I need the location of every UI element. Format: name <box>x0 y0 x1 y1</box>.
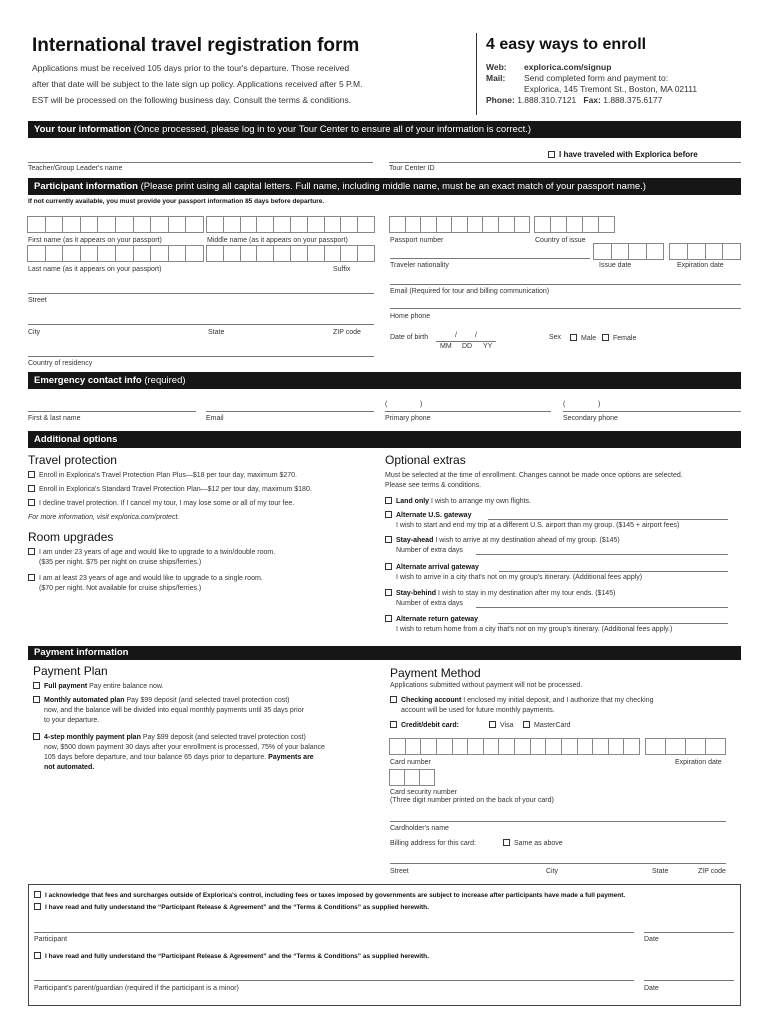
option-title: Stay-behind <box>396 590 437 597</box>
payment-bar <box>28 646 741 660</box>
tp-more-info: For more information, visit explorica.com/protect. <box>28 514 180 521</box>
dob-slash: / <box>475 332 477 339</box>
option-text: I wish to arrive in a city that's not on my group's itinerary. (Additional fees apply) <box>396 574 643 581</box>
option-title: Credit/debit card: <box>401 722 459 729</box>
option-text: account will be used for future monthly payments. <box>401 707 555 714</box>
dob-slash: / <box>455 332 457 339</box>
option-text: Pay $99 deposit (and selected travel protection cost) <box>142 734 306 741</box>
room-upgrades-title: Room upgrades <box>28 530 114 544</box>
read-text: I have read and fully understand the “Participant Release & Agreement” and the “Terms & Conditions” as supplied herewith. <box>45 953 429 960</box>
note-line: Must be selected at the time of enrollment. Changes cannot be made once options are selected. <box>385 472 683 479</box>
tour-info-bar <box>28 121 741 138</box>
participant-label: Participant <box>34 936 68 943</box>
option-title: Alternate U.S. gateway <box>396 512 472 519</box>
bar-note: (required) <box>144 375 186 386</box>
visa-checkbox[interactable] <box>489 721 514 731</box>
dob-yy: YY <box>483 343 493 350</box>
option-title: Alternate return gateway <box>396 616 479 623</box>
web-label: Web: <box>486 62 507 72</box>
guardian-signature-field[interactable] <box>34 980 634 981</box>
checkbox-icon <box>385 497 392 504</box>
option-title: Full payment <box>44 683 88 690</box>
option-note: Number of extra days <box>396 547 463 554</box>
bar-title: Your tour information <box>34 124 131 135</box>
male-label: Male <box>581 335 597 342</box>
alt-arrival-field[interactable] <box>499 571 728 572</box>
checkbox-icon <box>28 574 35 581</box>
option-title: Alternate arrival gateway <box>396 564 479 571</box>
checkbox-icon <box>33 682 40 689</box>
checkbox-icon <box>28 485 35 492</box>
female-checkbox[interactable] <box>602 334 636 342</box>
room-single-option[interactable] <box>28 574 263 594</box>
checking-option[interactable] <box>390 696 654 716</box>
payment-plan-title: Payment Plan <box>33 664 108 678</box>
exp-date-cells[interactable] <box>670 243 741 260</box>
passport-note: If not currently available, you must provide your passport information 85 days before departure. <box>28 198 325 205</box>
bar-note: (Once processed, please log in to your Tour Center to ensure all of your information is correct.) <box>133 124 532 135</box>
option-bold: not automated. <box>44 764 95 771</box>
emergency-bar <box>28 372 741 389</box>
paren: ( <box>385 401 388 408</box>
option-text: Enroll in Explorica's Standard Travel Protection Plan—$12 per tour day, maximum $180. <box>39 486 312 493</box>
checkbox-icon <box>390 696 397 703</box>
checkbox-icon <box>34 891 41 898</box>
checkbox-icon <box>523 721 530 728</box>
credit-option[interactable] <box>390 721 459 731</box>
mail-line: Send completed form and payment to: <box>524 73 669 83</box>
intro-line: after that date will be subject to the late sign up policy. Applications received after 5 P.M. <box>32 79 363 89</box>
security-note: (Three digit number printed on the back of your card) <box>390 797 554 804</box>
full-payment-option[interactable] <box>33 682 163 692</box>
alt-return-field[interactable] <box>498 623 728 624</box>
tour-id-label: Tour Center ID <box>389 165 435 172</box>
paren: ) <box>420 401 423 408</box>
contact-email-label: Email <box>206 415 224 422</box>
option-note: ($35 per night. $75 per night on cruise ships/ferries.) <box>39 559 202 566</box>
tour-id-field[interactable] <box>389 162 741 163</box>
guardian-date-field[interactable] <box>644 980 734 981</box>
email-label: Email (Required for tour and billing communication) <box>390 288 550 295</box>
guardian-label: Participant's parent/guardian (required if the participant is a minor) <box>34 985 239 992</box>
contact-email-field[interactable] <box>206 411 374 412</box>
stay-behind-option[interactable] <box>385 589 615 609</box>
intro-text <box>32 60 362 108</box>
last-name-label: Last name (as it appears on your passport) <box>28 266 162 273</box>
leader-field[interactable] <box>28 162 373 163</box>
optional-extras-title: Optional extras <box>385 453 466 467</box>
enroll-title: 4 easy ways to enroll <box>486 36 647 53</box>
paren: ) <box>598 401 601 408</box>
alt-us-field[interactable] <box>488 519 728 520</box>
option-title: Stay-ahead <box>396 537 434 544</box>
read-text: I have read and fully understand the “Participant Release & Agreement” and the “Terms & Conditions” as supplied herewith. <box>45 904 429 911</box>
option-text: I am at least 23 years of age and would like to upgrade to a single room. <box>39 575 263 582</box>
country-issue-label: Country of issue <box>535 237 586 244</box>
checkbox-icon <box>385 589 392 596</box>
land-only-option[interactable] <box>385 497 531 507</box>
monthly-plan-option[interactable] <box>33 696 304 726</box>
fax-label: Fax: <box>583 95 601 105</box>
dob-mm: MM <box>440 343 452 350</box>
participant-bar <box>28 178 741 195</box>
alt-arrival-option[interactable] <box>385 563 642 583</box>
ack-text: I acknowledge that fees and surcharges outside of Explorica's control, including fees or taxes imposed by governments are subject to increase after participants have made a full payment. <box>45 892 626 899</box>
checkbox-icon <box>34 952 41 959</box>
checkbox-icon <box>570 334 577 341</box>
middle-name-cells[interactable] <box>207 216 375 233</box>
country-res-field[interactable] <box>28 356 374 357</box>
option-bold: Payments are <box>268 754 314 761</box>
security-label: Card security number <box>390 789 457 796</box>
nationality-field[interactable] <box>390 258 590 259</box>
checkbox-icon <box>33 733 40 740</box>
participant-signature-field[interactable] <box>34 932 634 933</box>
option-text: to your departure. <box>44 717 100 724</box>
checkbox-icon <box>385 563 392 570</box>
first-name-label: First name (as it appears on your passport) <box>28 237 162 244</box>
paren: ( <box>563 401 566 408</box>
email-field[interactable] <box>390 284 741 285</box>
same-label: Same as above <box>514 840 563 847</box>
option-text: I wish to arrive at my destination ahead of my group. ($145) <box>435 537 620 544</box>
option-text: Pay entire balance now. <box>89 683 164 690</box>
billing-street-label: Street <box>390 868 409 875</box>
checkbox-icon <box>385 536 392 543</box>
option-text: I decline travel protection. If I cancel my tour, I may lose some or all of my tour fee. <box>39 500 295 507</box>
extras-note <box>385 471 683 491</box>
bar-title: Participant information <box>34 181 138 192</box>
middle-name-label: Middle name (as it appears on your passport) <box>207 237 348 244</box>
street-field[interactable] <box>28 293 374 294</box>
checkbox-icon <box>503 839 510 846</box>
traveled-label: I have traveled with Explorica before <box>559 150 698 159</box>
option-text: Enroll in Explorica's Travel Protection Plan Plus—$18 per tour day, maximum $270. <box>39 472 297 479</box>
bar-title: Emergency contact info <box>34 375 142 386</box>
page-title: International travel registration form <box>32 35 360 56</box>
payment-method-title: Payment Method <box>390 666 481 680</box>
country-res-label: Country of residency <box>28 360 93 367</box>
secondary-phone-field[interactable] <box>563 411 741 412</box>
checkbox-icon <box>489 721 496 728</box>
date-label: Date <box>644 985 659 992</box>
contact-name-label: First & last name <box>28 415 81 422</box>
option-title: Monthly automated plan <box>44 697 125 704</box>
extra-days-field-2[interactable] <box>476 607 728 608</box>
country-issue-cells[interactable] <box>535 216 615 233</box>
travel-protection-title: Travel protection <box>28 453 117 467</box>
option-text: now, $500 down payment 30 days after your enrollment is processed, 75% of your balance <box>44 744 325 751</box>
checkbox-icon <box>385 615 392 622</box>
checkbox-icon <box>28 499 35 506</box>
mail-label: Mail: <box>486 73 506 83</box>
city-field[interactable] <box>28 324 374 325</box>
cardholder-field[interactable] <box>390 821 726 822</box>
alt-us-gateway-option[interactable] <box>385 511 679 531</box>
option-text: I wish to arrange my own flights. <box>431 498 532 505</box>
primary-phone-field[interactable] <box>385 411 551 412</box>
option-note: ($70 per night. Not available for cruise ships/ferries.) <box>39 585 202 592</box>
option-title: Land only <box>396 498 430 505</box>
mail-address: Explorica, 145 Tremont St., Boston, MA 02111 <box>524 84 698 94</box>
issue-date-label: Issue date <box>599 262 632 269</box>
bar-title: Payment information <box>34 647 129 658</box>
last-name-cells[interactable] <box>28 245 204 262</box>
date-label: Date <box>644 936 659 943</box>
option-text: I wish to return home from a city that's not on my group's itinerary. (Additional fees apply.) <box>396 626 673 633</box>
intro-line: EST will be processed on the following business day. Consult the terms & conditions. <box>32 95 352 105</box>
state-label: State <box>208 329 225 336</box>
tp-option-plus[interactable] <box>28 471 297 481</box>
acknowledge-checkbox[interactable] <box>34 891 625 901</box>
dob-dd: DD <box>462 343 473 350</box>
first-name-cells[interactable] <box>28 216 204 233</box>
mastercard-checkbox[interactable] <box>523 721 571 731</box>
card-number-label: Card number <box>390 759 431 766</box>
card-exp-cells[interactable] <box>646 738 726 755</box>
billing-street-field[interactable] <box>390 863 726 864</box>
sex-label: Sex <box>549 334 562 341</box>
option-text: I enclosed my initial deposit, and I authorize that my checking <box>463 697 654 704</box>
dob-field[interactable] <box>436 332 496 342</box>
bar-title: Additional options <box>34 434 118 445</box>
passport-number-cells[interactable] <box>390 216 530 233</box>
female-label: Female <box>613 335 637 342</box>
option-text: I wish to start and end my trip at a different U.S. airport than my group. ($145 + airport fees) <box>396 522 680 529</box>
leader-label: Teacher/Group Leader's name <box>28 165 123 172</box>
option-text: 105 days before departure, and tour balance 65 days prior to departure. <box>44 754 267 761</box>
male-checkbox[interactable] <box>570 334 596 342</box>
checkbox-icon <box>34 903 41 910</box>
traveled-checkbox[interactable] <box>548 150 698 159</box>
nationality-label: Traveler nationality <box>390 262 449 269</box>
primary-phone-label: Primary phone <box>385 415 431 422</box>
intro-line: Applications must be received 105 days prior to the tour's departure. Those received <box>32 63 350 73</box>
visa-label: Visa <box>500 722 514 729</box>
passport-number-label: Passport number <box>390 237 444 244</box>
cardholder-label: Cardholder's name <box>390 825 449 832</box>
option-text: Pay $99 deposit (and selected travel protection cost) <box>126 697 290 704</box>
card-exp-label: Expiration date <box>675 759 722 766</box>
suffix-label: Suffix <box>333 266 351 273</box>
read-checkbox[interactable] <box>34 903 429 913</box>
bar-note: (Please print using all capital letters. Full name, including middle name, must be an exact match of your passport name.) <box>140 181 646 192</box>
note-line: Please see terms & conditions. <box>385 482 482 489</box>
option-note: Number of extra days <box>396 600 463 607</box>
home-phone-field[interactable] <box>390 308 741 309</box>
alt-return-option[interactable] <box>385 615 672 635</box>
card-number-cells[interactable] <box>390 738 640 755</box>
tp-option-decline[interactable] <box>28 499 294 509</box>
four-step-option[interactable] <box>33 733 325 773</box>
billing-city-label: City <box>546 868 559 875</box>
checkbox-icon <box>602 334 609 341</box>
dob-label: Date of birth <box>390 334 429 341</box>
billing-label: Billing address for this card: <box>390 840 476 847</box>
checkbox-icon <box>28 548 35 555</box>
checkbox-icon <box>385 511 392 518</box>
phone-label: Phone: <box>486 95 515 105</box>
mc-label: MasterCard <box>534 722 571 729</box>
enroll-info <box>486 62 697 106</box>
option-title: 4-step monthly payment plan <box>44 734 141 741</box>
last-name-cells-2[interactable] <box>207 245 375 262</box>
exp-date-label: Expiration date <box>677 262 724 269</box>
participant-date-field[interactable] <box>644 932 734 933</box>
same-as-above-checkbox[interactable] <box>503 839 563 847</box>
tp-option-standard[interactable] <box>28 485 312 495</box>
phone: 1.888.310.7121 <box>517 95 577 105</box>
option-text: I wish to stay in my destination after my tour ends. ($145) <box>438 590 616 597</box>
security-cells[interactable] <box>390 769 435 786</box>
contact-name-field[interactable] <box>28 411 196 412</box>
issue-date-cells[interactable] <box>594 243 664 260</box>
billing-state-label: State <box>652 868 669 875</box>
option-title: Checking account <box>401 697 462 704</box>
divider <box>476 33 477 115</box>
room-twin-option[interactable] <box>28 548 275 568</box>
secondary-phone-label: Secondary phone <box>563 415 618 422</box>
billing-zip-label: ZIP code <box>698 868 726 875</box>
zip-label: ZIP code <box>333 329 361 336</box>
fax: 1.888.375.6177 <box>603 95 663 105</box>
extra-days-field[interactable] <box>476 554 728 555</box>
checkbox-icon <box>33 696 40 703</box>
additional-bar <box>28 431 741 448</box>
option-text: now, and the balance will be divided into equal monthly payments until 35 days prior <box>44 707 304 714</box>
option-text: I am under 23 years of age and would like to upgrade to a twin/double room. <box>39 549 276 556</box>
city-label: City <box>28 329 41 336</box>
checkbox-icon <box>548 151 555 158</box>
guardian-read-checkbox[interactable] <box>34 952 429 962</box>
checkbox-icon <box>390 721 397 728</box>
web-link[interactable]: explorica.com/signup <box>524 62 612 72</box>
method-note: Applications submitted without payment will not be processed. <box>390 682 583 689</box>
home-phone-label: Home phone <box>390 313 431 320</box>
stay-ahead-option[interactable] <box>385 536 620 556</box>
street-label: Street <box>28 297 47 304</box>
checkbox-icon <box>28 471 35 478</box>
